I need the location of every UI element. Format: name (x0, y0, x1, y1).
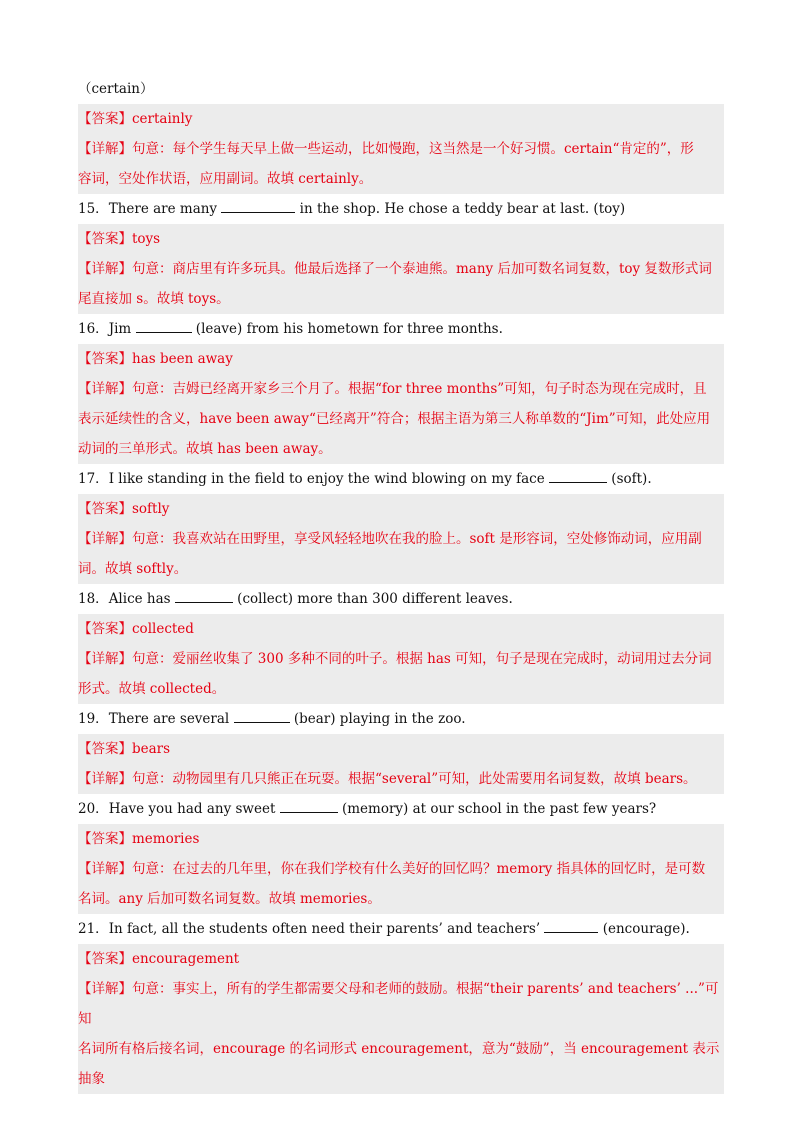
answer-blank (549, 482, 607, 483)
explanation-label: 【详解】 (78, 861, 132, 877)
answer-line (78, 614, 724, 644)
answer-value: certainly (132, 111, 193, 127)
explanation-text: 动词的三单形式。故填 has been away。 (78, 441, 332, 457)
answer-line (78, 734, 724, 764)
answer-value: softly (132, 501, 170, 517)
question-text: （certain） (78, 81, 154, 97)
explanation-block (78, 764, 724, 794)
explanation-label: 【详解】 (78, 651, 132, 667)
question-line (78, 314, 724, 344)
answer-label: 【答案】 (78, 351, 132, 367)
explanation-text: 表示延续性的含义，have been away“已经离开”符合；根据主语为第三人称单数的“Jim”可知，此处应用 (78, 411, 711, 427)
answer-line (78, 824, 724, 854)
answer-value: memories (132, 831, 200, 847)
explanation-block (78, 644, 724, 704)
question-number: 20． (78, 801, 109, 817)
explanation-text: 句意：事实上，所有的学生都需要父母和老师的鼓励。根据“their parents’ and teachers’ ...”可知 (78, 981, 719, 1027)
exercise-list (78, 74, 724, 1094)
question-text: (collect) more than 300 different leaves. (232, 591, 513, 607)
question-text: (memory) at our school in the past few years? (337, 801, 657, 817)
answer-blank (234, 722, 290, 723)
question-number: 18． (78, 591, 109, 607)
question-line (78, 194, 724, 224)
answer-line (78, 224, 724, 254)
answer-label: 【答案】 (78, 741, 132, 757)
explanation-text: 句意：商店里有许多玩具。他最后选择了一个泰迪熊。many 后加可数名词复数，toy 复数形式词 (132, 261, 712, 277)
answer-value: bears (132, 741, 171, 757)
question-text: In fact, all the students often need their parents’ and teachers’ (108, 921, 545, 937)
answer-blank (175, 602, 233, 603)
question-number: 21． (78, 921, 109, 937)
question-text: (encourage). (598, 921, 690, 937)
explanation-label: 【详解】 (78, 381, 132, 397)
explanation-label: 【详解】 (78, 141, 132, 157)
answer-blank (280, 812, 338, 813)
question-text: Have you had any sweet (108, 801, 280, 817)
answer-line (78, 344, 724, 374)
explanation-text: 句意：吉姆已经离开家乡三个月了。根据“for three months”可知，句子时态为现在完成时，且 (132, 381, 707, 397)
explanation-block (78, 854, 724, 914)
question-number: 16． (78, 321, 109, 337)
answer-value: encouragement (132, 951, 240, 967)
question-text: There are many (108, 201, 222, 217)
explanation-text: 句意：动物园里有几只熊正在玩耍。根据“several”可知，此处需要用名词复数，故填 bears。 (132, 771, 697, 787)
question-line (78, 704, 724, 734)
answer-blank (136, 332, 192, 333)
explanation-label: 【详解】 (78, 771, 132, 787)
question-text: I like standing in the field to enjoy the wind blowing on my face (108, 471, 550, 487)
explanation-text: 尾直接加 s。故填 toys。 (78, 291, 230, 307)
answer-label: 【答案】 (78, 231, 132, 247)
explanation-block (78, 374, 724, 464)
question-number: 17． (78, 471, 109, 487)
question-text: (bear) playing in the zoo. (289, 711, 466, 727)
answer-label: 【答案】 (78, 621, 132, 637)
question-text: Jim (108, 321, 136, 337)
explanation-text: 句意：在过去的几年里，你在我们学校有什么美好的回忆吗？memory 指具体的回忆时，是可数 (132, 861, 706, 877)
question-text: in the shop. He chose a teddy bear at last. (toy) (295, 201, 626, 217)
question-line (78, 584, 724, 614)
explanation-block (78, 254, 724, 314)
question-text: There are several (108, 711, 234, 727)
explanation-text: 形式。故填 collected。 (78, 681, 226, 697)
question-line (78, 794, 724, 824)
explanation-block (78, 134, 724, 194)
question-text: (soft). (607, 471, 652, 487)
answer-line (78, 494, 724, 524)
question-text: Alice has (108, 591, 175, 607)
question-line (78, 464, 724, 494)
explanation-text: 句意：爱丽丝收集了 300 多种不同的叶子。根据 has 可知，句子是现在完成时，动词用过去分词 (132, 651, 712, 667)
explanation-text: 句意：我喜欢站在田野里，享受风轻轻地吹在我的脸上。soft 是形容词，空处修饰动词，应用副 (132, 531, 702, 547)
explanation-text: 句意：每个学生每天早上做一些运动，比如慢跑，这当然是一个好习惯。certain“肯定的”，形 (132, 141, 694, 157)
question-line (78, 914, 724, 944)
answer-value: toys (132, 231, 161, 247)
question-text: (leave) from his hometown for three months. (191, 321, 503, 337)
explanation-text: 名词所有格后接名词，encourage 的名词形式 encouragement，意为“鼓励”，当 encouragement 表示抽象 (78, 1041, 720, 1087)
explanation-block (78, 974, 724, 1094)
answer-line (78, 944, 724, 974)
explanation-label: 【详解】 (78, 981, 132, 997)
answer-label: 【答案】 (78, 831, 132, 847)
explanation-text: 容词，空处作状语，应用副词。故填 certainly。 (78, 171, 373, 187)
answer-value: collected (132, 621, 194, 637)
answer-label: 【答案】 (78, 951, 132, 967)
explanation-block (78, 524, 724, 584)
answer-blank (221, 212, 295, 213)
answer-label: 【答案】 (78, 501, 132, 517)
question-number: 19． (78, 711, 109, 727)
explanation-text: 词。故填 softly。 (78, 561, 188, 577)
answer-label: 【答案】 (78, 111, 132, 127)
question-number: 15． (78, 201, 109, 217)
explanation-label: 【详解】 (78, 531, 132, 547)
explanation-text: 名词。any 后加可数名词复数。故填 memories。 (78, 891, 381, 907)
answer-line (78, 104, 724, 134)
explanation-label: 【详解】 (78, 261, 132, 277)
answer-value: has been away (132, 351, 233, 367)
answer-blank (544, 932, 598, 933)
